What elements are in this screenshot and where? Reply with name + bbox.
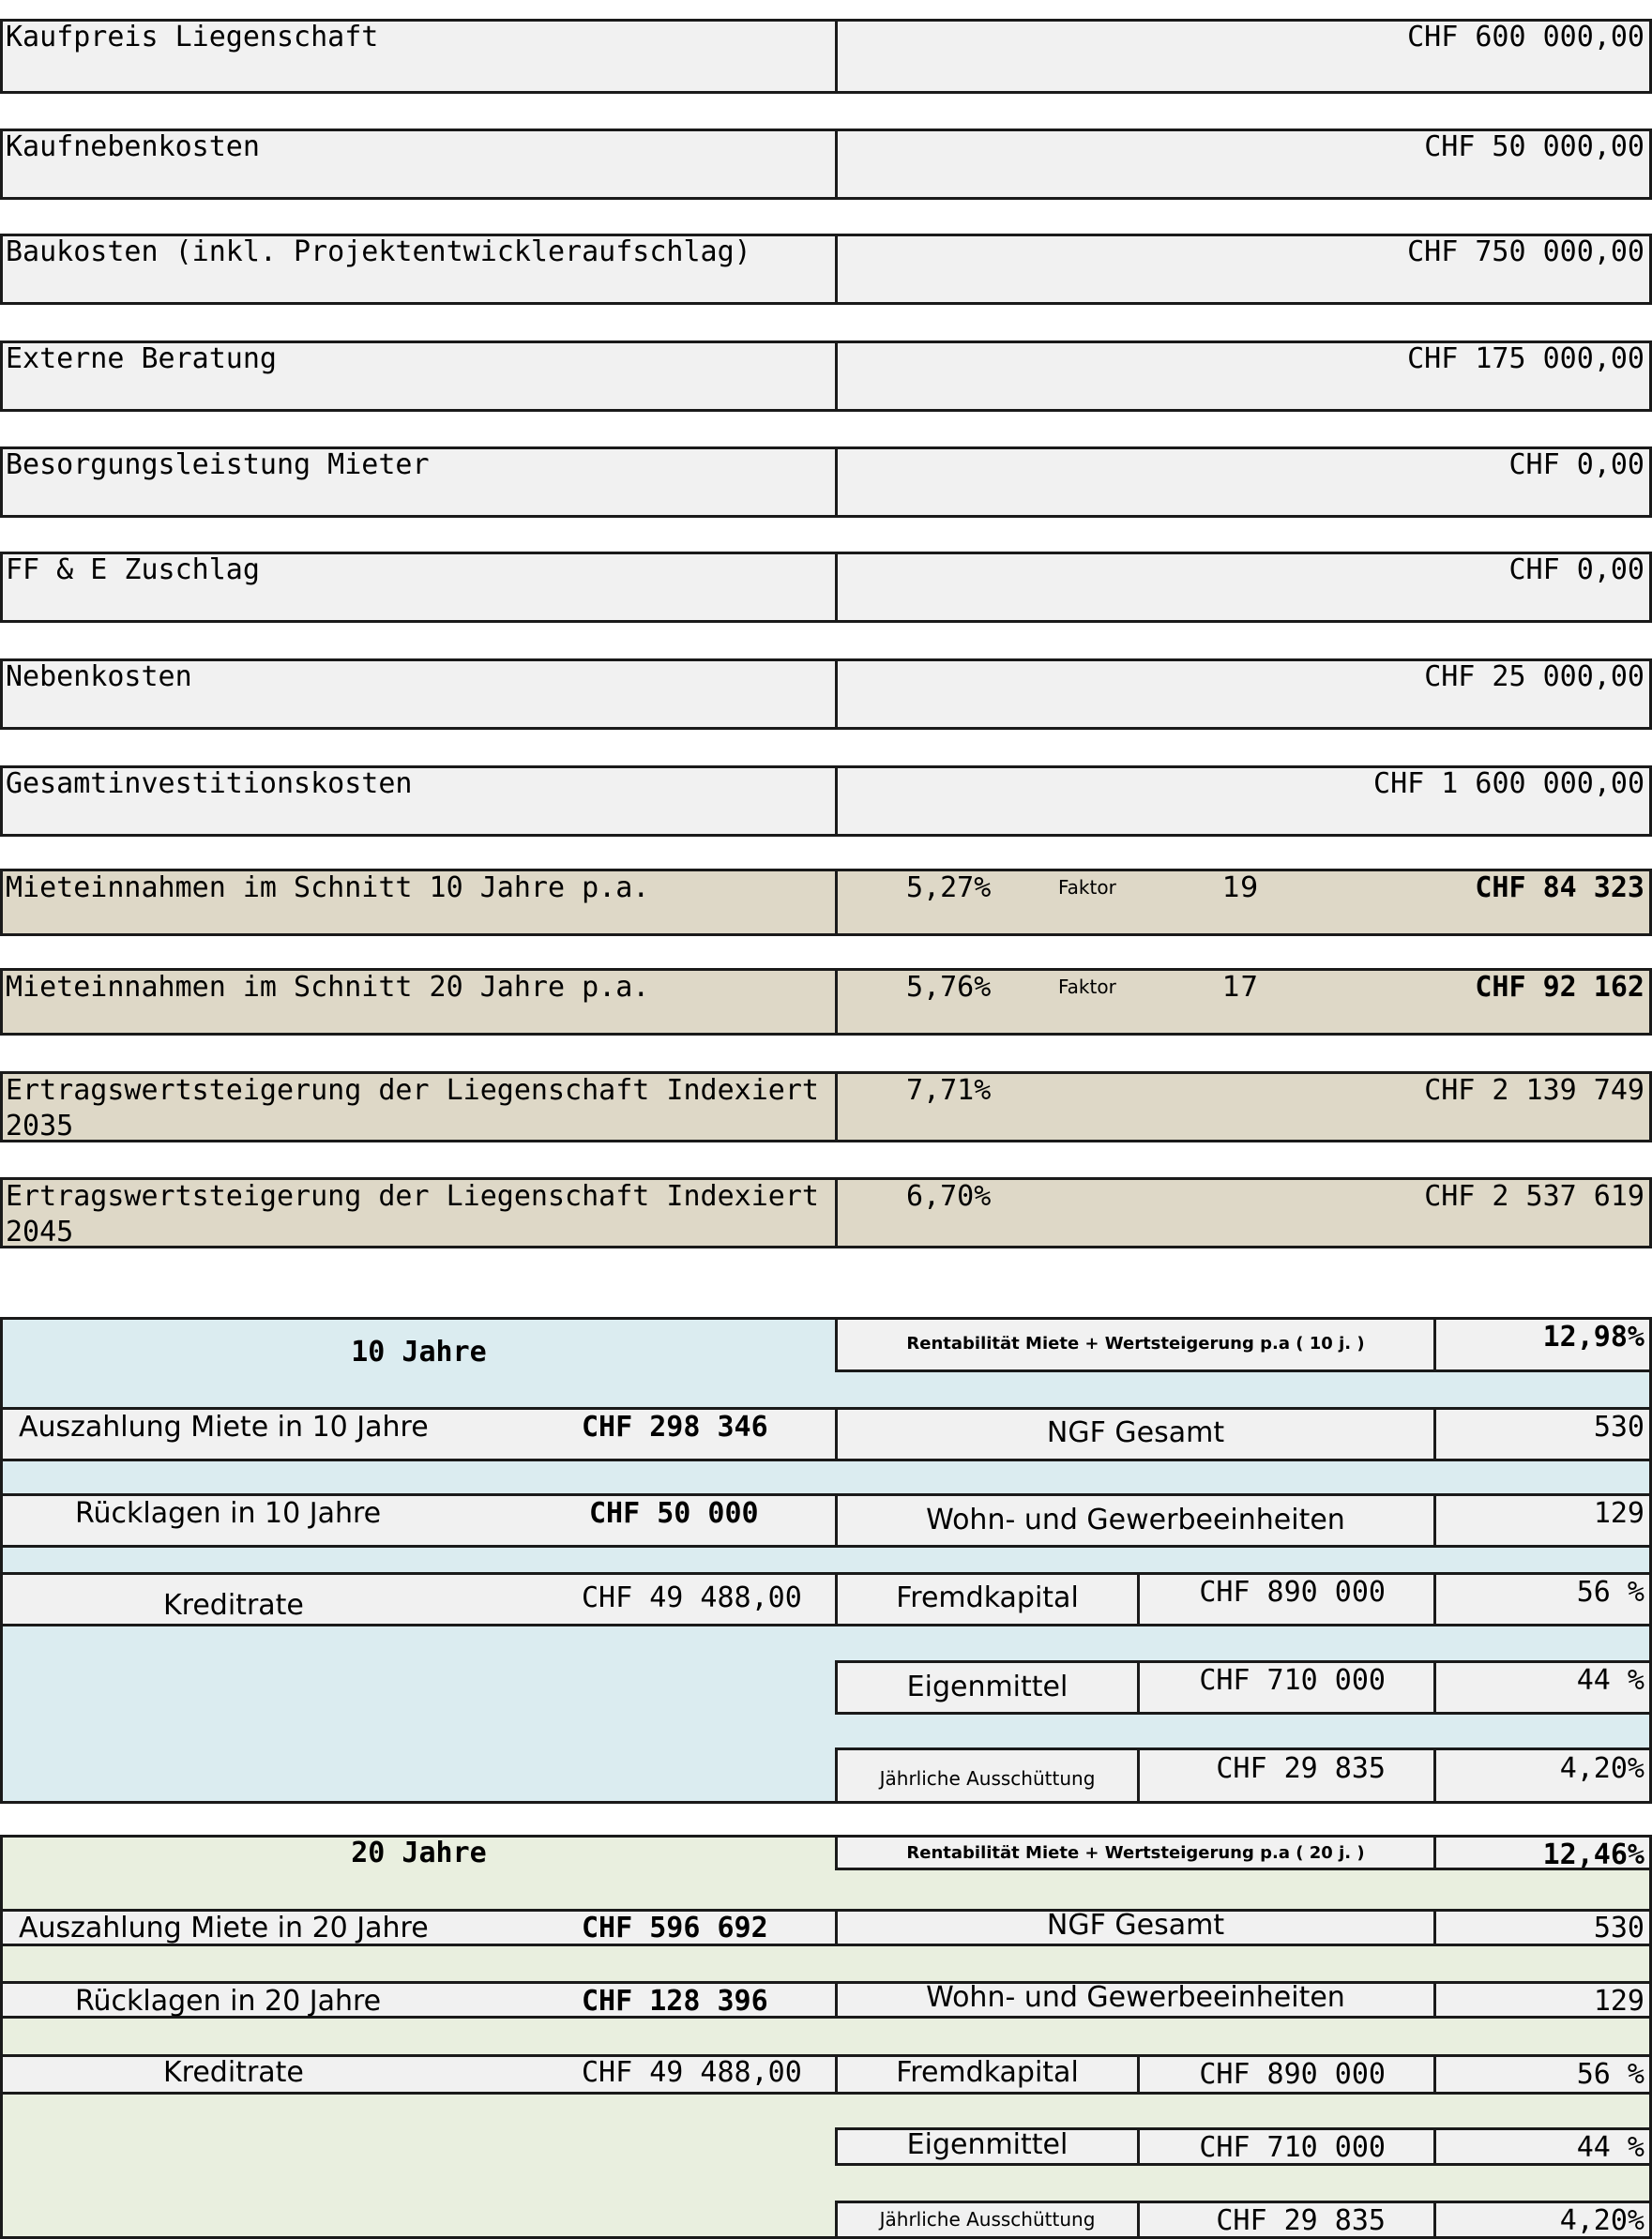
growth-percent: 6,70% <box>906 1180 992 1213</box>
factor-label: Faktor <box>1058 976 1116 998</box>
row-label: Kaufnebenkosten <box>6 130 260 163</box>
debt-label: Fremdkapital <box>896 1581 1079 1614</box>
growth-year: 2035 <box>6 1110 74 1142</box>
debt-value: CHF 890 000 <box>1199 1576 1386 1609</box>
rent-payout-label: Auszahlung Miete in 20 Jahre <box>19 1912 429 1944</box>
distribution-value: CHF 29 835 <box>1216 1752 1386 1785</box>
equity-value: CHF 710 000 <box>1199 2131 1386 2164</box>
rentability-label: Rentabilität Miete + Wertsteigerung p.a ( 10 j. ) <box>906 1334 1365 1354</box>
row-label: Baukosten (inkl. Projektentwickleraufschlag) <box>6 235 751 268</box>
row-label: FF & E Zuschlag <box>6 553 260 586</box>
equity-label: Eigenmittel <box>906 2128 1068 2161</box>
rentability-value: 12,46% <box>1542 1838 1644 1871</box>
row-label: Externe Beratung <box>6 342 277 375</box>
row-label: Kaufpreis Liegenschaft <box>6 21 379 53</box>
debt-percent: 56 % <box>1576 2058 1644 2091</box>
factor-value: 17 <box>1222 971 1259 1004</box>
total-label: Gesamtinvestitionskosten <box>6 767 413 800</box>
credit-label: Kreditrate <box>163 1589 304 1622</box>
row-value: CHF 50 000,00 <box>1424 130 1644 163</box>
units-value: 129 <box>1593 1497 1644 1530</box>
growth-value: CHF 2 139 749 <box>1424 1074 1644 1107</box>
rent-percent: 5,27% <box>906 871 992 904</box>
reserve-value: CHF 50 000 <box>589 1497 759 1530</box>
rent-value: CHF 84 323 <box>1475 871 1644 904</box>
reserve-label: Rücklagen in 10 Jahre <box>75 1497 382 1530</box>
reserve-label: Rücklagen in 20 Jahre <box>75 1985 382 2018</box>
units-label: Wohn- und Gewerbeeinheiten <box>926 1981 1345 2014</box>
row-value: CHF 0,00 <box>1508 553 1644 586</box>
debt-value: CHF 890 000 <box>1199 2058 1386 2091</box>
rentability-value: 12,98% <box>1542 1321 1644 1354</box>
row-label: Nebenkosten <box>6 660 192 693</box>
rent-payout-value: CHF 596 692 <box>582 1912 768 1944</box>
ngf-value: 530 <box>1593 1411 1644 1444</box>
distribution-percent: 4,20% <box>1559 1752 1644 1785</box>
total-value: CHF 1 600 000,00 <box>1373 767 1644 800</box>
ngf-value: 530 <box>1593 1912 1644 1944</box>
rentability-label: Rentabilität Miete + Wertsteigerung p.a ( 20 j. ) <box>906 1843 1365 1863</box>
rent-label: Mieteinnahmen im Schnitt 20 Jahre p.a. <box>6 971 650 1004</box>
row-value: CHF 750 000,00 <box>1407 235 1644 268</box>
rent-payout-value: CHF 298 346 <box>582 1411 768 1444</box>
distribution-value: CHF 29 835 <box>1216 2204 1386 2237</box>
ngf-label: NGF Gesamt <box>1046 1416 1225 1449</box>
growth-label: Ertragswertsteigerung der Liegenschaft Indexiert <box>6 1180 819 1213</box>
block-20-years <box>0 1835 1652 2239</box>
block-title: 10 Jahre <box>351 1336 487 1369</box>
row-value: CHF 175 000,00 <box>1407 342 1644 375</box>
distribution-label: Jährliche Ausschüttung <box>879 2208 1096 2231</box>
factor-label: Faktor <box>1058 876 1116 899</box>
equity-label: Eigenmittel <box>906 1671 1068 1703</box>
factor-value: 19 <box>1222 871 1259 904</box>
distribution-percent: 4,20% <box>1559 2204 1644 2237</box>
units-value: 129 <box>1593 1985 1644 2018</box>
credit-value: CHF 49 488,00 <box>582 1581 802 1614</box>
growth-value: CHF 2 537 619 <box>1424 1180 1644 1213</box>
units-label: Wohn- und Gewerbeeinheiten <box>926 1504 1345 1536</box>
rent-label: Mieteinnahmen im Schnitt 10 Jahre p.a. <box>6 871 650 904</box>
rent-value: CHF 92 162 <box>1475 971 1644 1004</box>
equity-value: CHF 710 000 <box>1199 1664 1386 1697</box>
reserve-value: CHF 128 396 <box>582 1985 768 2018</box>
equity-percent: 44 % <box>1576 2131 1644 2164</box>
block-title: 20 Jahre <box>351 1837 487 1869</box>
credit-label: Kreditrate <box>163 2056 304 2089</box>
growth-percent: 7,71% <box>906 1074 992 1107</box>
row-value: CHF 0,00 <box>1508 448 1644 481</box>
rent-percent: 5,76% <box>906 971 992 1004</box>
growth-label: Ertragswertsteigerung der Liegenschaft Indexiert <box>6 1074 819 1107</box>
row-value: CHF 600 000,00 <box>1407 21 1644 53</box>
block-10-years <box>0 1317 1652 1804</box>
row-label: Besorgungsleistung Mieter <box>6 448 430 481</box>
debt-label: Fremdkapital <box>896 2056 1079 2089</box>
rent-payout-label: Auszahlung Miete in 10 Jahre <box>19 1411 429 1444</box>
row-value: CHF 25 000,00 <box>1424 660 1644 693</box>
debt-percent: 56 % <box>1576 1576 1644 1609</box>
ngf-label: NGF Gesamt <box>1046 1909 1225 1942</box>
growth-year: 2045 <box>6 1216 74 1248</box>
credit-value: CHF 49 488,00 <box>582 2056 802 2089</box>
equity-percent: 44 % <box>1576 1664 1644 1697</box>
distribution-label: Jährliche Ausschüttung <box>879 1767 1096 1790</box>
